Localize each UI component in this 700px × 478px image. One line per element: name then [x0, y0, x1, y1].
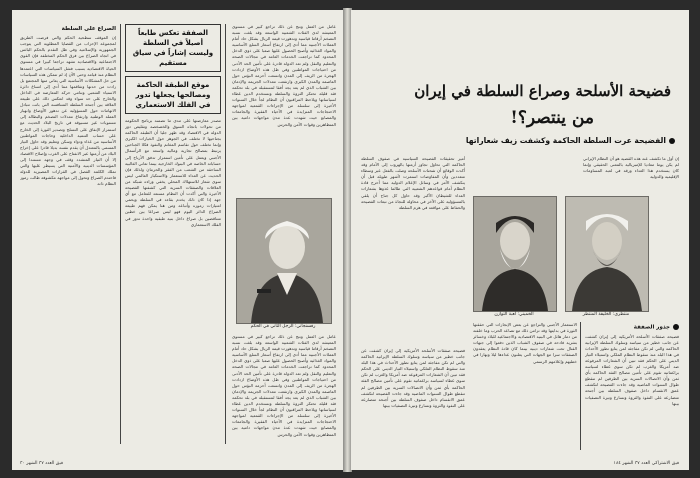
right-left-text: أمير تحقيقات الفضيحة السياسية في صفوف السلطة الحاكمة التي تحاول تجاوز أزمتها بالهروب إلى الأمام وقد أكدت الوقائع أن شحنات الأسلحة وصلت بالفعل عبر وسطاء متعددين وأن المفاوضات استمرت لأشهر طويلة قبل أن ينكشف الأمر في وسائل الإعلام الدولية مما أحرج قادة النظام أمام قواعدهم الشعبية التي طالما غذوها بشعارات العداء للشيطان الأكبر وقد حاول كل جناح أن يلقي بالمسؤولية على الآخر في محاولة للنجاة من تبعات الفضيحة والحفاظ على مواقعه في هرم السلطة: [361, 156, 465, 210]
photo-caption: رفسنجاني: الرجل الثاني في الحكم: [250, 324, 316, 329]
right-column-left: [361, 156, 465, 344]
column-divider: [225, 24, 226, 444]
column-divider: [580, 322, 581, 450]
right-column-right-lower: [585, 322, 679, 452]
right-column-right: [583, 156, 679, 192]
montazeri-photo: [565, 196, 649, 312]
page-footer: فيق العدد ٣٧ الشهر ٣٠: [20, 461, 64, 466]
page-footer: فيق الاشتراكي العدد ٣٧ الشهر ١٨٤: [613, 461, 679, 466]
right-right-text-top: إن أول ما تكشف عنه هذه القضية هو أن النظام الإيراني لم يكن يوما معاديا للإمبريالية بالمعنى الحقيقي وإنما كان يستخدم هذا العداء ورقة في لعبة المساومات الإقليمية والدولية: [583, 156, 679, 180]
pull-quote-box: [125, 24, 221, 72]
pull-quote-line: وليست إشاراً في سياق مستقيم: [132, 49, 214, 67]
pull-quote-line: الصفقة تعكس طابعاً: [137, 29, 209, 37]
right-page: [351, 10, 689, 470]
portrait-icon: [566, 197, 648, 311]
left-middle-text: مصدر معارضتها على مدى ما تضمنه برنامج الحكومة من تحولات باتجاه السوق والخصخصة وتقليص دور الدولة في الاقتصاد وقد ظهر جليا أن الطبقة الحاكمة بجناحيها لا تختلف في الجوهر حول الخيارات الكبرى وإنما تختلف حول تقاسم المغانم والنفوذ فكلا الجناحين يرتبط بمصالح تجارية ومالية واسعة مع الرأسمال الأجنبي ويعمل على تأمين استمرار تدفق الأرباح إلى حساباته الخاصة في البنوك الخارجية بينما تعاني الغالبية الساحقة من الشعب من الفقر والحرمان ولذلك فإن الحديث عن العداء للاستعمار والاستكبار العالمي ليس سوى شعار للاستهلاك المحلي يخفي وراءه شبكة من العلاقات والصفقات السرية التي كشفتها الفضيحة الأخيرة والتي أكدت أن النظام مستعد للتعامل مع أي جهة إذا كان ذلك يخدم بقاءه في السلطة ويحمي امتيازات رموزه وأتباعه ومن هنا يمكن فهم طبيعة الصراع الدائر اليوم فهو ليس صراعا بين خطين متناقضين بل صراع داخل بنية طبقية واحدة تدور في الفلك الاستعماري: [125, 118, 221, 227]
column-divider: [120, 24, 121, 444]
photo-caption: الخميني: لعبة التوازن: [494, 312, 534, 317]
khomeini-photo: [473, 196, 557, 312]
deck-text: الفضيحة عرت السلطة الحاكمة وكشفت زيف شعاراتها: [465, 136, 666, 145]
pull-quote-box: [125, 76, 221, 114]
bullet-icon: [673, 324, 679, 330]
right-column-left-lower: [361, 348, 465, 452]
left-inner-text-lower: عامل من العمل ونتج عن ذلك تراجع كبير في مستوى المعيشة لدى الفئات الشعبية الواسعة وقد بلغت نسبة التضخم أرقاما قياسية وتدهورت قيمة الريال بشكل حاد أمام العملات الأجنبية مما أدى إلى ارتفاع أسعار السلع الأساسية والمواد الغذائية وأصبح الحصول عليها صعبا على ذوي الدخل المحدود كما تراجعت الخدمات العامة في مجالات الصحة والتعليم والنقل ولم تعد الدولة قادرة على تأمين الحد الأدنى من احتياجات المواطنين وفي ظل هذه الأوضاع ازدادت الهجرة من الريف إلى المدن واتسعت أحزمة البؤس حول العاصمة والمدن الكبرى وارتفعت معدلات الجريمة والإدمان بين الشباب الذي لم يعد يجد أفقا لمستقبله في بلد تحكمه فئة قليلة تحتكر الثروة والسلطة وتستخدم الدين غطاء لسياساتها ويلاحظ المراقبون أن النظام لجأ خلال السنوات الأخيرة إلى سلسلة من الإجراءات القمعية لمواجهة الاحتجاجات المتزايدة في الأحياء الفقيرة والجامعات والمصانع حيث شهدت عدة مدن مواجهات دامية بين المتظاهرين وقوات الأمن والحرس: [232, 334, 336, 437]
headline-question: من ينتصر؟!: [510, 108, 594, 128]
right-mid-text: الاستعمار الأجنبي والتراجع عن بعض الإنجازات التي حققتها الثورة في بدايتها وقد تزامن ذلك مع تصاعد الحرب وما خلفته من دمار هائل في البنية الاقتصادية والاجتماعية للبلاد وخسائر بشرية فادحة في صفوف الشباب الذين دفعوا إلى جبهات القتال تحت شعارات دينية بينما كان قادة النظام يعقدون الصفقات سرا مع الجهات التي يعلنون عداءها ليلا ونهارا في خطبهم وإعلامهم الرسمي: [473, 322, 577, 364]
headline: فضيحة الأسلحة وصراع السلطة في إيران: [414, 82, 671, 100]
bullet-icon: [669, 138, 675, 144]
left-outer-subhead: الصراع على السلطة: [61, 26, 116, 32]
left-column-middle: [125, 24, 221, 444]
right-subhead: [585, 324, 679, 331]
pull-quote-line: ومصالحها يجعلها تدور: [135, 91, 211, 99]
left-outer-text: إن الموقف سطحية الحكم والتي فرضت الطريق لمجموعة الإحزاب من القضايا المطلوبة التي يتوجب الجمهورية والإسلامية وفي ظل التقدم بالحكم البائس في اتجاه الصراع بين فرق الحكم المختلفة فإن القوى الاجتماعية والاقتصادية تشهد تراجعا كبيرا في مستوى الحياة الاقتصادية بسبب فشل السياسات التي اعتمدها النظام منذ قيامه وحتى الآن إذ لم تتمكن هذه السياسات من حل المشكلات الأساسية التي يعاني منها المجتمع بل زادت من حدتها وتفاقمها مما أدى إلى اتساع دائرة الاستياء الشعبي وتنامي حركة المعارضة في الداخل والخارج على حد سواء وقد انعكس ذلك على طبيعة العلاقة بين أجنحة السلطة المتنافسة التي باتت تتبادل الاتهامات حول المسؤولية عن تدهور الأوضاع وانهيار العملة الوطنية وارتفاع معدلات التضخم والبطالة إلى مستويات غير مسبوقة في تاريخ البلاد الحديث مع استمرار الإنفاق على التسلح وتصدير الثورة إلى الخارج على حساب التنمية الداخلية وحاجات المواطنين الأساسية من غذاء ودواء وسكن وتعليم وقد حاول التيار المسمى بالمعتدل أن يقدم نفسه بديلا قادرا على إخراج البلاد من أزمتها عبر الانفتاح على الغرب وإصلاح الاقتصاد إلا أن التيار المتشدد وقف في وجهه مستندا إلى المؤسسات الدينية والأمنية التي يسيطر عليها والتي تملك الكلمة الفصل في القرارات المصيرية للدولة فاحتدم الصراع وتحول إلى مواجهة مكشوفة طالت رموز النظام ذاته: [20, 35, 116, 187]
left-inner-text: عامل من العمل ونتج عن ذلك تراجع كبير في مستوى المعيشة لدى الفئات الشعبية الواسعة وقد بلغت نسبة التضخم أرقاما قياسية وتدهورت قيمة الريال بشكل حاد أمام العملات الأجنبية مما أدى إلى ارتفاع أسعار السلع الأساسية والمواد الغذائية وأصبح الحصول عليها صعبا على ذوي الدخل المحدود كما تراجعت الخدمات العامة في مجالات الصحة والتعليم والنقل ولم تعد الدولة قادرة على تأمين الحد الأدنى من احتياجات المواطنين وفي ظل هذه الأوضاع ازدادت الهجرة من الريف إلى المدن واتسعت أحزمة البؤس حول العاصمة والمدن الكبرى وارتفعت معدلات الجريمة والإدمان بين الشباب الذي لم يعد يجد أفقا لمستقبله في بلد تحكمه فئة قليلة تحتكر الثروة والسلطة وتستخدم الدين غطاء لسياساتها ويلاحظ المراقبون أن النظام لجأ خلال السنوات الأخيرة إلى سلسلة من الإجراءات القمعية لمواجهة الاحتجاجات المتزايدة في الأحياء الفقيرة والجامعات والمصانع حيث شهدت عدة مدن مواجهات دامية بين المتظاهرين وقوات الأمن والحرس: [232, 24, 336, 127]
pull-quote-subhead: موقع الطبقة الحاكمة: [136, 81, 210, 89]
pull-quote-line: في الفلك الاستعماري: [135, 101, 211, 109]
photo-caption: منتظري: الخليفة المنتظر: [582, 312, 630, 317]
rafsanjani-photo: [236, 198, 332, 324]
left-page: [12, 10, 344, 470]
right-column-mid-lower: [473, 322, 577, 452]
portrait-icon: [474, 197, 556, 311]
left-column-inner-lower: [232, 334, 336, 446]
portrait-icon: [237, 199, 331, 323]
deck-line: [375, 136, 675, 145]
right-right-text: فضيحة صفقات الأسلحة الأمريكية إلى إيران كشفت عن جانب خطير من سياسة وسلوك السلطة الإيرانية الحاكمة والتي لم تكن مفاجئة لمن يتابع تطور الأحداث في هذا البلد منذ سقوط النظام الملكي واستيلاء التيار الديني على الحكم فقد تبين أن الشعارات المرفوعة ضد أمريكا والغرب لم تكن سوى غطاء لسياسة براغماتية تقوم على تأمين مصالح الفئة الحاكمة بأي ثمن وأن الاتصالات السرية بين الطرفين لم تنقطع طوال السنوات الماضية وقد جاءت الفضيحة لتكشف عمق الانقسام داخل صفوف السلطة بين أجنحة متصارعة على النفوذ والثروة وتسارع وتيرة التصفيات بينها: [585, 333, 679, 406]
pull-quote-line: أصيلاً في السلطة: [143, 39, 203, 47]
left-column-inner: [232, 24, 336, 192]
subhead-text: جذور الصفقة: [633, 324, 670, 331]
left-column-outer: [20, 24, 116, 444]
right-left-text-lower: فضيحة صفقات الأسلحة الأمريكية إلى إيران كشفت عن جانب خطير من سياسة وسلوك السلطة الإيرانية الحاكمة والتي لم تكن مفاجئة لمن يتابع تطور الأحداث في هذا البلد منذ سقوط النظام الملكي واستيلاء التيار الديني على الحكم فقد تبين أن الشعارات المرفوعة ضد أمريكا والغرب لم تكن سوى غطاء لسياسة براغماتية تقوم على تأمين مصالح الفئة الحاكمة بأي ثمن وأن الاتصالات السرية بين الطرفين لم تنقطع طوال السنوات الماضية وقد جاءت الفضيحة لتكشف عمق الانقسام داخل صفوف السلطة بين أجنحة متصارعة على النفوذ والثروة وتسارع وتيرة التصفيات بينها: [361, 348, 465, 408]
